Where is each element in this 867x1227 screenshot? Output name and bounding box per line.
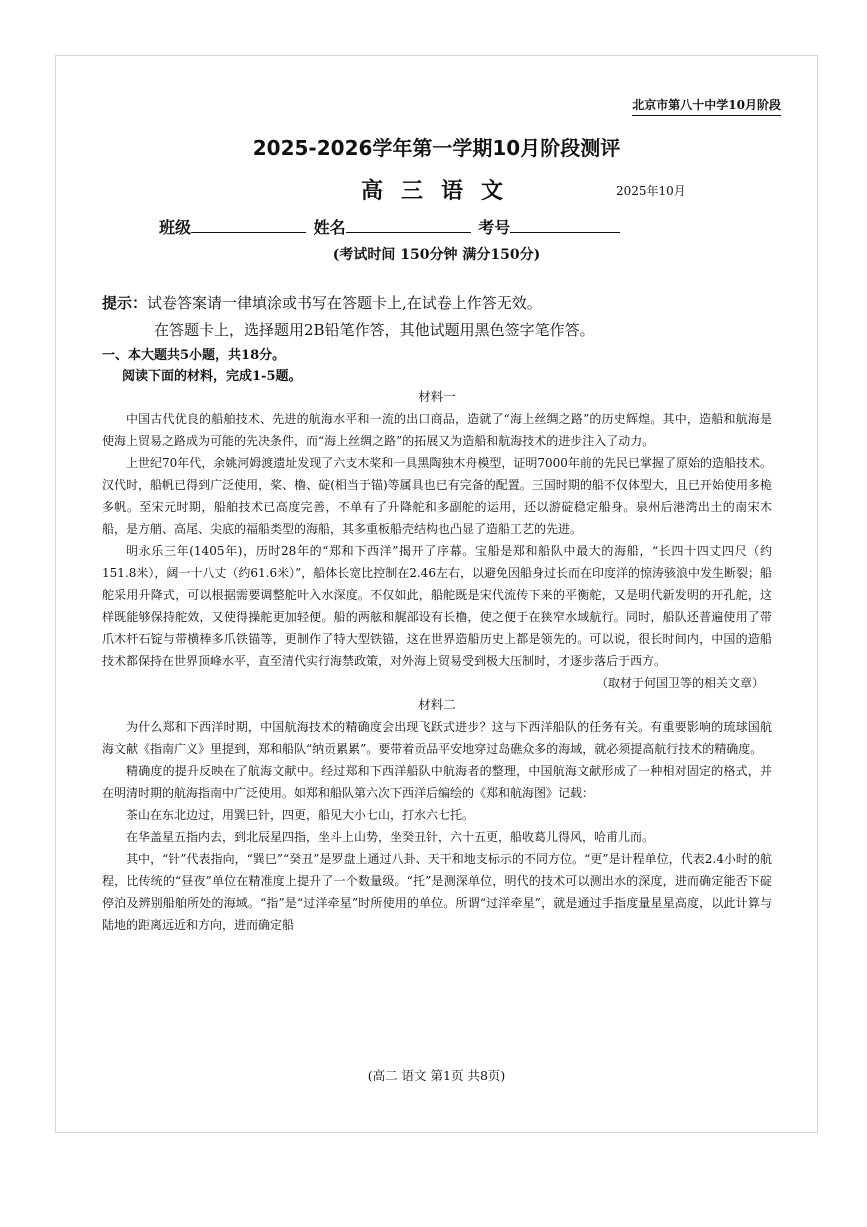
name-blank: [346, 218, 471, 233]
class-blank: [191, 218, 306, 233]
material-1-paragraph-3: 明永乐三年(1405年)，历时28年的“郑和下西洋”揭开了序幕。宝船是郑和船队中最大的海船，“长四十四丈四尺（约151.8米），阔一十八丈（约61.6米）”，船体长宽比控制在2.46左右，以避免因船身过长而在印度洋的惊涛骇浪中发生断裂；船舵采用升降式，可以根据需要调整舵叶入水深度。不仅如此，船舵既是宋代流传下来的平衡舵，又是明代新发明的开孔舵，这样既能够保持舵效，又使得操舵更加轻便。船的两舷和艉部设有长橹，使之便于在狭窄水域航行。同时，船队还普遍使用了带爪木杆石锭与带横棒多爪铁锚等，更制作了特大型铁锚，这在世界造船历史上都是领先的。可以说，很长时间内，中国的造船技术都保持在世界顶峰水平，直至清代实行海禁政策，对外海上贸易受到极大压制时，才逐步落后于西方。: [102, 544, 772, 668]
id-label: 考号: [478, 218, 511, 237]
notice-line-1: 试卷答案请一律填涂或书写在答题卡上,在试卷上作答无效。: [147, 294, 542, 312]
notice: [102, 292, 792, 340]
exam-title: 2025-2026学年第一学期10月阶段测评: [252, 136, 621, 160]
section-heading: 一、本大题共5小题，共18分。: [102, 348, 286, 363]
section-instruction: 阅读下面的材料，完成1-5题。: [122, 369, 302, 384]
page-footer: (高二 语文 第1页 共8页): [367, 1068, 506, 1083]
material-2-paragraph-3: 其中，“针”代表指向，“巽巳”“癸丑”是罗盘上通过八卦、天干和地支标示的不同方位。“更”是计程单位，代表2.4小时的航程，比传统的“昼夜”单位在精准度上提升了一个数量级。“托”是测深单位，明代的技术可以测出水的深度，进而确定能否下碇停泊及辨别船舶所处的海域。“指”是“过洋牵星”时所使用的单位。所谓“过洋牵星”，就是通过手指度量星星高度，以此计算与陆地的距离远近和方向，进而确定船: [102, 852, 772, 932]
id-blank: [510, 218, 620, 233]
material-1-paragraph-1: 中国古代优良的船舶技术、先进的航海水平和一流的出口商品，造就了“海上丝绸之路”的历史辉煌。其中，造船和航海是使海上贸易之路成为可能的先决条件，而“海上丝绸之路”的拓展又为造船和航海技术的进步注入了动力。: [102, 412, 772, 448]
material-2-quote-2: 在华盖星五指内去，到北辰星四指，坐斗上山势，坐癸丑针，六十五更，船收葛儿得风，哈甫儿而。: [126, 830, 655, 844]
exam-date: 2025年10月: [616, 184, 686, 198]
material-2-paragraph-2: 精确度的提升反映在了航海文献中。经过郑和下西洋船队中航海者的整理，中国航海文献形成了一种相对固定的格式，并在明清时期的航海指南中广泛使用。如郑和船队第六次下西洋后编绘的《郑和航海图》记载：: [102, 764, 772, 800]
material-2-paragraph-1: 为什么郑和下西洋时期，中国航海技术的精确度会出现飞跃式进步？这与下西洋船队的任务有关。有重要影响的琉球国航海文献《指南广义》里提到，郑和船队“纳贡累累”。要带着贡品平安地穿过岛礁众多的海域，就必须提高航行技术的精确度。: [102, 720, 772, 756]
name-label: 姓名: [313, 218, 346, 237]
reading-material: [102, 386, 772, 936]
material-2-title: 材料二: [418, 697, 456, 712]
exam-page: [55, 55, 818, 1133]
subject-title: 高三语文: [361, 179, 522, 204]
material-1-source: （取材于何国卫等的相关文章）: [595, 676, 764, 690]
class-label: 班级: [159, 218, 192, 237]
exam-info: (考试时间 150分钟 满分150分): [332, 247, 541, 263]
material-1-paragraph-2: 上世纪70年代，余姚河姆渡遗址发现了六支木桨和一具黑陶独木舟模型，证明7000年前的先民已掌握了原始的造船技术。汉代时，船帆已得到广泛使用，桨、橹、碇(相当于锚)等属具也已有完备的配置。三国时期的船不仅体型大，且已开始使用多桅多帆。至宋元时期，船舶技术已高度完善，不单有了升降舵和多副舵的运用，还以游碇稳定船身。泉州后港湾出土的南宋木船，是方艄、高尾、尖底的福船类型的海船，其多重板船壳结构也凸显了造船工艺的先进。: [102, 456, 772, 536]
student-info-fields: [159, 215, 622, 238]
school-name: 北京市第八十中学10月阶段: [632, 96, 781, 116]
notice-label: 提示：: [102, 294, 148, 312]
notice-line-2: 在答题卡上，选择题用2B铅笔作答，其他试题用黑色签字笔作答。: [154, 321, 595, 339]
material-1-title: 材料一: [418, 389, 456, 404]
material-2-quote-1: 茶山在东北边过，用巽巳针，四更，船见大小七山，打水六七托。: [126, 808, 475, 822]
